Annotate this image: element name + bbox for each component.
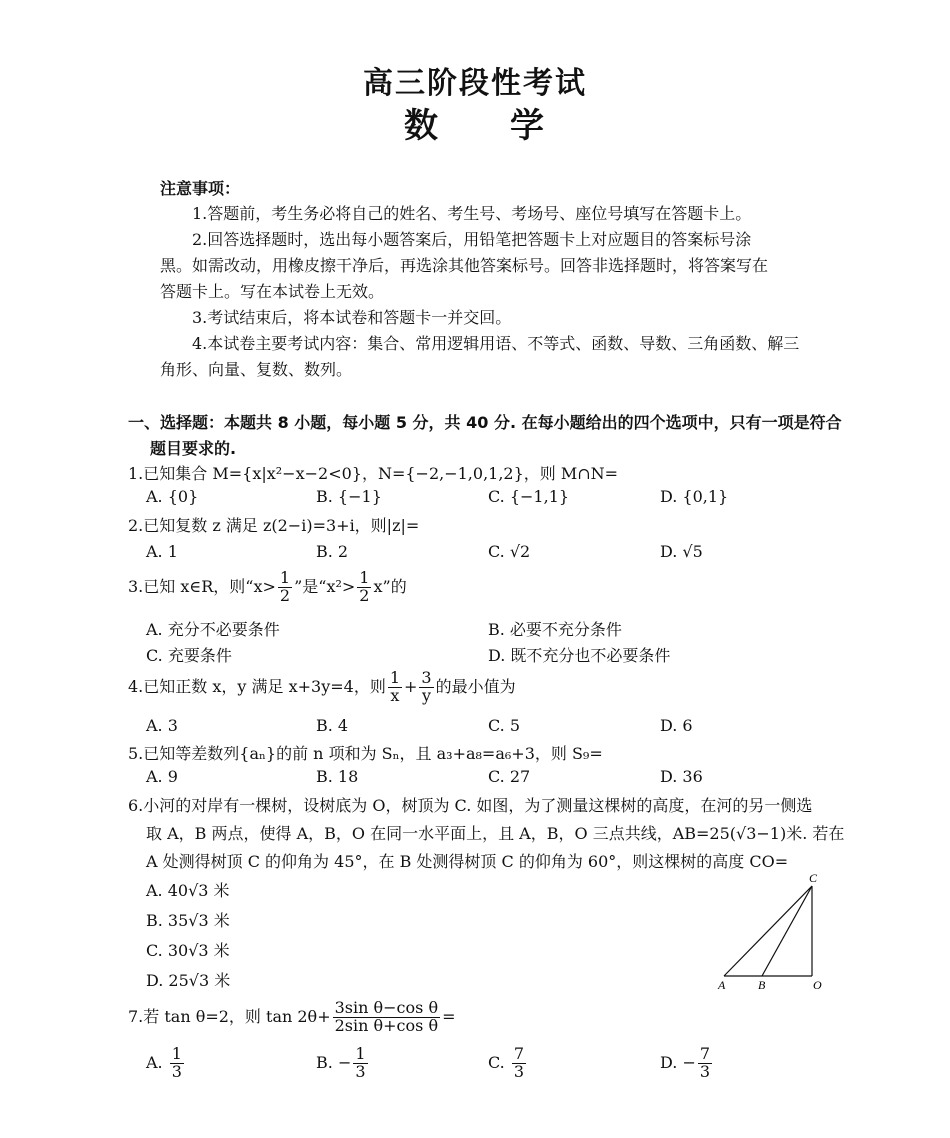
notice-line-2: 2.回答选择题时，选出每小题答案后，用铅笔把答题卡上对应题目的答案标号涂 <box>192 230 752 249</box>
q7-option-b-letter: B. <box>316 1052 333 1072</box>
q3-half-num-1: 1 <box>279 568 291 587</box>
notice-line-3: 黑。如需改动，用橡皮擦干净后，再选涂其他答案标号。回答非选择题时，将答案写在 <box>160 256 769 275</box>
q3-half-num-2: 1 <box>359 568 370 587</box>
q7-option-d-den: 3 <box>699 1061 711 1081</box>
q3-post: x”的 <box>373 576 407 596</box>
q7-option-d-fraction <box>698 1046 712 1081</box>
q2-option-d: D. √5 <box>660 542 703 561</box>
q6-option-c: C. 30√3 米 <box>146 941 230 960</box>
q7-option-b-num: 1 <box>355 1044 366 1063</box>
q7-option-b-den: 3 <box>355 1061 366 1081</box>
notice-line-5: 3.考试结束后，将本试卷和答题卡一并交回。 <box>192 308 512 327</box>
sight-line-ac <box>724 886 812 976</box>
q4-fraction-2 <box>419 670 433 705</box>
q2-option-a: A. 1 <box>146 542 178 561</box>
q7-num: 3sin θ−cos θ <box>334 998 439 1017</box>
q5-option-c: C. 27 <box>488 767 531 786</box>
q3-option-a: A. 充分不必要条件 <box>146 620 280 639</box>
q6-option-d: D. 25√3 米 <box>146 971 231 990</box>
q4-f1-num: 1 <box>389 668 401 687</box>
q4-pre: 4.已知正数 x，y 满足 x+3y=4，则 <box>128 676 386 696</box>
notice-line-1: 1.答题前，考生务必将自己的姓名、考生号、考场号、座位号填写在答题卡上。 <box>192 204 752 223</box>
q7-option-c <box>488 1046 528 1081</box>
q4-post: 的最小值为 <box>435 676 516 696</box>
q3-half-fraction-2 <box>357 570 371 605</box>
q1-option-c: C. {−1,1} <box>488 487 570 506</box>
q7-option-a-letter: A. <box>146 1052 163 1072</box>
exam-title: 高三阶段性考试 <box>363 66 587 101</box>
subject-char-2: 学 <box>510 106 546 146</box>
q4-option-c: C. 5 <box>488 716 521 735</box>
q2-stem: 2.已知复数 z 满足 z(2−i)=3+i，则|z|= <box>128 516 420 535</box>
q3-half-den-1: 2 <box>279 585 291 605</box>
label-o: O <box>813 978 822 992</box>
q7-option-d-letter: D. <box>660 1052 678 1072</box>
q7-option-c-fraction <box>512 1046 526 1081</box>
label-b: B <box>758 978 766 992</box>
notice-line-6: 4.本试卷主要考试内容：集合、常用逻辑用语、不等式、函数、导数、三角函数、解三 <box>192 334 800 353</box>
q7-option-b-fraction <box>353 1046 367 1081</box>
q7-pre: 7.若 tan θ=2，则 tan 2θ+ <box>128 1006 331 1026</box>
q6-line-3: A 处测得树顶 C 的仰角为 45°，在 B 处测得树顶 C 的仰角为 60°，则这棵树的高度 CO= <box>146 852 789 871</box>
label-c: C <box>809 871 818 885</box>
q5-option-b: B. 18 <box>316 767 359 786</box>
q5-stem: 5.已知等差数列{aₙ}的前 n 项和为 Sₙ，且 a₃+a₈=a₆+3，则 S₉= <box>128 744 603 763</box>
q3-half-den-2: 2 <box>359 585 370 605</box>
q3-option-b: B. 必要不充分条件 <box>488 620 622 639</box>
q1-option-b: B. {−1} <box>316 487 382 506</box>
q7-option-c-letter: C. <box>488 1052 505 1072</box>
notice-line-4: 答题卡上。写在本试卷上无效。 <box>160 282 385 301</box>
q7-option-a-den: 3 <box>171 1061 182 1081</box>
label-a: A <box>718 978 726 992</box>
q7-option-a-fraction <box>170 1046 184 1081</box>
q7-post: = <box>442 1006 456 1026</box>
q6-line-1: 6.小河的对岸有一棵树，设树底为 O，树顶为 C. 如图，为了测量这棵树的高度，在河的另一侧选 <box>128 796 813 815</box>
q5-option-a: A. 9 <box>146 767 178 786</box>
subject-char-1: 数 <box>404 106 440 146</box>
q3-half-fraction-1 <box>278 570 292 605</box>
q3-stem <box>128 570 407 605</box>
q7-option-b-sign: − <box>337 1052 352 1072</box>
q6-line-2: 取 A，B 两点，使得 A，B，O 在同一水平面上，且 A，B，O 三点共线，AB=25(√3−1)米. 若在 <box>146 824 845 843</box>
q7-option-d-num: 7 <box>699 1044 711 1063</box>
q2-option-b: B. 2 <box>316 542 349 561</box>
q4-option-b: B. 4 <box>316 716 349 735</box>
q3-option-c: C. 充要条件 <box>146 646 232 665</box>
q4-f2-num: 3 <box>421 668 432 687</box>
sight-line-bc <box>762 886 812 976</box>
q7-option-b <box>316 1046 370 1081</box>
q1-stem: 1.已知集合 M={x|x²−x−2<0}，N={−2,−1,0,1,2}，则 M∩N= <box>128 464 619 483</box>
q7-option-d-sign: − <box>682 1052 696 1072</box>
notice-heading: 注意事项： <box>160 179 241 198</box>
q4-stem <box>128 670 516 705</box>
section-heading-line-1: 一、选择题：本题共 8 小题，每小题 5 分，共 40 分. 在每小题给出的四个选项中，只有一项是符合 <box>128 413 842 432</box>
q7-option-d <box>660 1046 714 1081</box>
q3-option-d: D. 既不充分也不必要条件 <box>488 646 671 665</box>
q3-pre: 3.已知 x∈R，则“x> <box>128 576 276 596</box>
q3-mid: ”是“x²> <box>294 576 356 596</box>
q7-option-a <box>146 1046 186 1081</box>
q7-option-c-den: 3 <box>513 1061 525 1081</box>
section-heading-line-2: 题目要求的. <box>150 439 237 458</box>
q4-option-d: D. 6 <box>660 716 693 735</box>
subject-title <box>0 98 950 147</box>
q7-stem <box>128 1000 455 1035</box>
q4-fraction-1 <box>388 670 402 705</box>
q1-option-d: D. {0,1} <box>660 487 729 506</box>
q6-option-a: A. 40√3 米 <box>146 881 230 900</box>
q1-option-a: A. {0} <box>146 487 199 506</box>
q2-option-c: C. √2 <box>488 542 531 561</box>
q6-triangle-figure <box>712 870 832 992</box>
q7-option-c-num: 7 <box>513 1044 525 1063</box>
q4-option-a: A. 3 <box>146 716 178 735</box>
q4-plus: + <box>404 676 418 696</box>
q6-option-b: B. 35√3 米 <box>146 911 230 930</box>
q7-den: 2sin θ+cos θ <box>334 1015 439 1035</box>
q7-fraction <box>333 1000 440 1035</box>
q4-f1-den: x <box>390 685 400 705</box>
q7-option-a-num: 1 <box>171 1044 182 1063</box>
q5-option-d: D. 36 <box>660 767 703 786</box>
notice-line-7: 角形、向量、复数、数列。 <box>160 360 353 379</box>
q4-f2-den: y <box>421 685 432 705</box>
